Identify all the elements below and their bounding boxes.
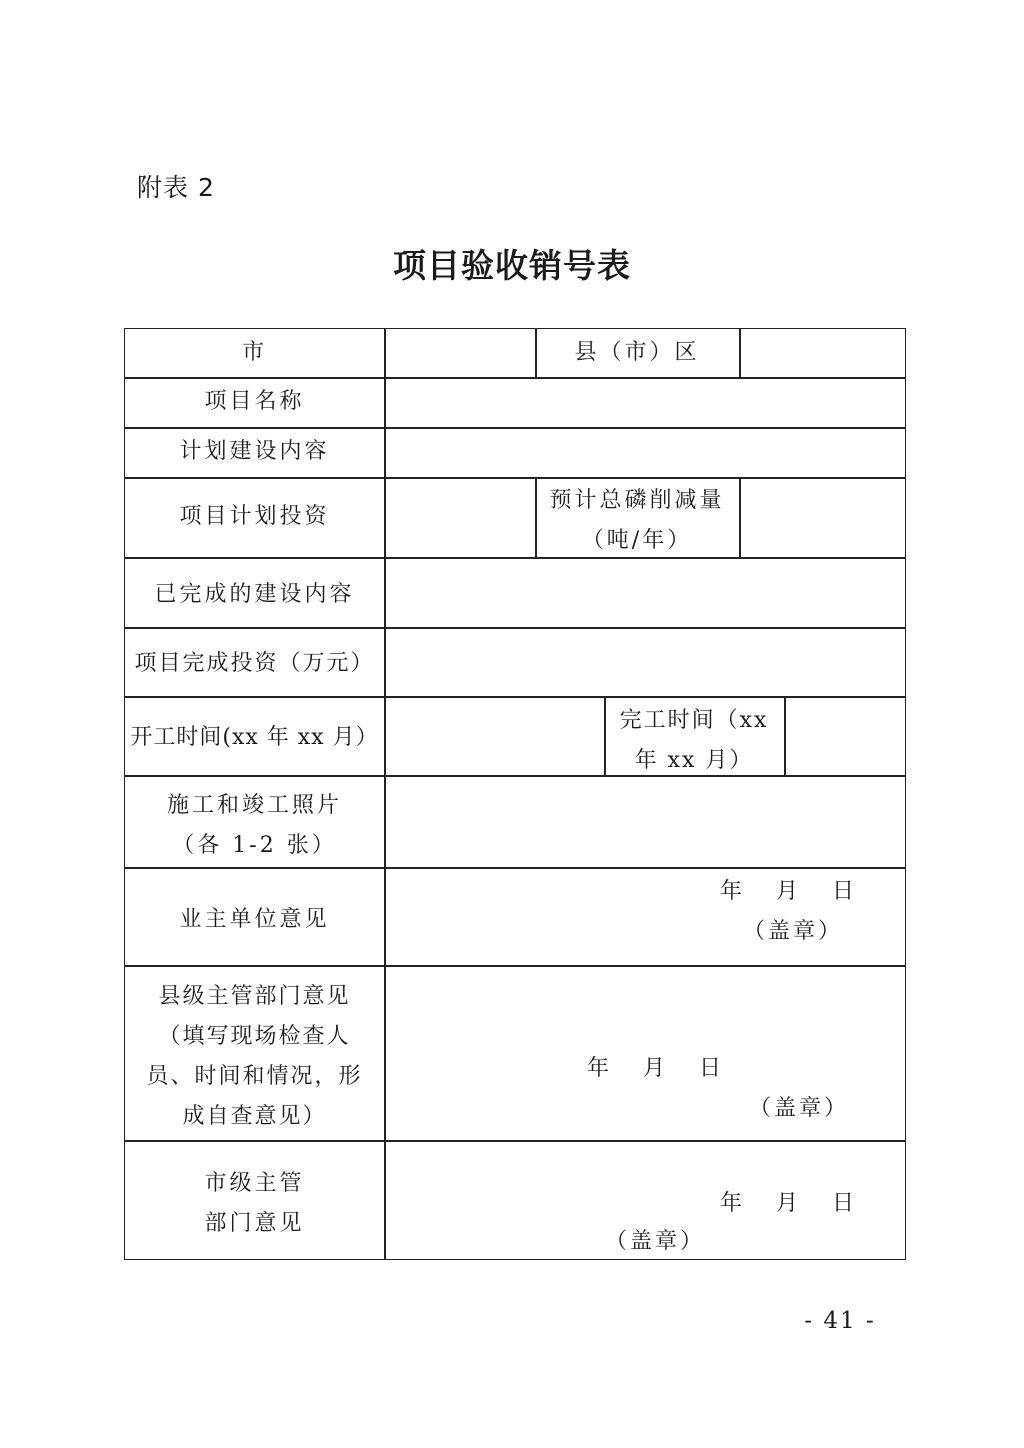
row-divider xyxy=(125,1140,905,1142)
city-dept-date: 年 月 日 xyxy=(720,1191,861,1216)
phosphorus-reduction-label xyxy=(535,481,739,561)
row-divider xyxy=(125,377,905,379)
row-divider xyxy=(125,775,905,777)
county-dept-line4: 成自查意见） xyxy=(182,1104,327,1129)
county-dept-line1: 县级主管部门意见 xyxy=(158,984,351,1009)
county-dept-line3: 员、时间和情况，形 xyxy=(146,1064,363,1089)
city-label: 市 xyxy=(241,340,267,365)
page-number: - 41 - xyxy=(804,1308,876,1334)
completion-time-line1: 完工时间（xx xyxy=(619,708,769,733)
column-divider xyxy=(384,329,386,1259)
photos-label xyxy=(125,786,384,866)
planned-investment-label: 项目计划投资 xyxy=(179,504,330,529)
annex-label: 附表 2 xyxy=(137,173,215,202)
column-divider xyxy=(739,477,741,557)
row-divider xyxy=(125,696,905,698)
column-divider xyxy=(784,696,786,775)
project-name-label: 项目名称 xyxy=(204,389,305,414)
row-divider xyxy=(125,557,905,559)
completion-time-label xyxy=(604,701,784,781)
completed-investment-label: 项目完成投资（万元） xyxy=(134,651,375,676)
completed-content-label: 已完成的建设内容 xyxy=(154,582,355,607)
completion-time-line2: 年 xx 月） xyxy=(634,748,754,773)
city-dept-seal: （盖章） xyxy=(605,1229,706,1254)
row-divider xyxy=(125,477,905,479)
photos-label-line2: （各 1-2 张） xyxy=(172,833,337,858)
city-dept-line1: 市级主管 xyxy=(204,1171,305,1196)
planned-content-label: 计划建设内容 xyxy=(179,439,330,464)
city-dept-opinion-label xyxy=(125,1164,384,1244)
owner-opinion-label: 业主单位意见 xyxy=(179,907,330,932)
phosphorus-reduction-line1: 预计总磷削减量 xyxy=(549,488,725,513)
phosphorus-reduction-line2: （吨/年） xyxy=(581,528,693,553)
column-divider xyxy=(739,329,741,377)
acceptance-form-table xyxy=(124,328,906,1260)
county-dept-line2: （填写现场检查人 xyxy=(158,1024,351,1049)
county-dept-opinion-label xyxy=(125,977,384,1137)
photos-label-line1: 施工和竣工照片 xyxy=(166,793,342,818)
county-dept-seal: （盖章） xyxy=(749,1096,850,1121)
row-divider xyxy=(125,965,905,967)
county-label: 县（市）区 xyxy=(574,340,700,365)
row-divider xyxy=(125,867,905,869)
county-dept-date: 年 月 日 xyxy=(587,1056,728,1081)
start-time-label: 开工时间(xx 年 xx 月） xyxy=(130,725,379,750)
row-divider xyxy=(125,427,905,429)
city-dept-line2: 部门意见 xyxy=(204,1211,305,1236)
owner-opinion-seal: （盖章） xyxy=(743,919,844,944)
form-title: 项目验收销号表 xyxy=(393,246,631,285)
row-divider xyxy=(125,627,905,629)
owner-opinion-date: 年 月 日 xyxy=(720,879,861,904)
